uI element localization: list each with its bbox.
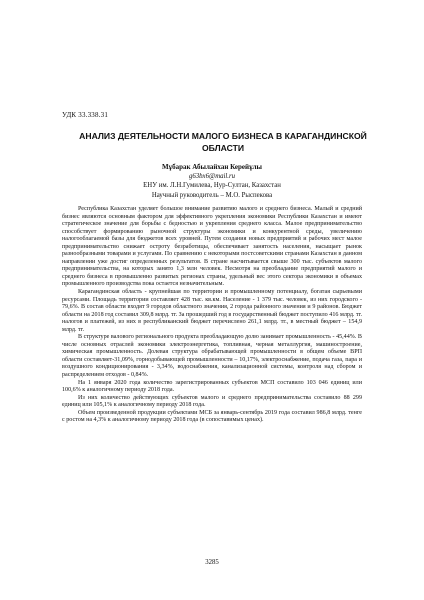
- scientific-supervisor: Научный руководитель – М.О. Рыспекова: [151, 191, 273, 199]
- author-email[interactable]: g63bx6@mail.ru: [188, 173, 236, 181]
- paragraph: Из них количество действующих субъектов малого и среднего предпринимательства составило 88 299 единиц или 105,1% к аналогичному периоду 2018 года.: [62, 394, 362, 409]
- paper-title: АНАЛИЗ ДЕЯТЕЛЬНОСТИ МАЛОГО БИЗНЕСА В КАРАГАНДИНСКОЙ ОБЛАСТИ: [79, 131, 367, 153]
- author-block: [62, 163, 362, 200]
- author-name: Мұбарак Абылайхан Керейұлы: [162, 163, 262, 171]
- udk-code: УДК 33.338.31: [62, 111, 109, 119]
- paragraph: В структуре валового регионального продукта преобладающую долю занимает промышленность - 45,44%. В числе основных отраслей экономики электроэнергетика, топливная, черная металлургия, машиностроение, химическая промышленность. Долевая структура обрабатывающей промышленности в общем объеме ВРП области составляет-31,09%, горнодобывающей промышленности – 10,17%, электроснабжение, подача газа, пара и воздушного кондиционирования - 3,34%, водоснабжения, канализационной системы, контроля над сбором и распределением отходов - 0,84%.: [62, 334, 362, 379]
- paragraph: Республика Казахстан уделяет большое внимание развитию малого и среднего бизнеса. Малый и средний бизнес являются основным фактором для эффективного укрепления экономики Республики Казахстан и имеют стратегическое значение для борьбы с бедностью и укрепления среднего класса. Малое предпринимательство способствует формированию рыночной структуры экономики и конкурентной среды, увеличению налогооблагаемой базы для бюджетов всех уровней. Путем создания новых предприятий и рабочих мест малое предпринимательство снижает остроту безработицы, обеспечивает занятость населения, насыщает рынок разнообразными товарами и услугами. По сравнению с некоторыми постсоветскими странами Казахстан в данном направлении уже достиг определенных результатов. В стране насчитывается свыше 300 тыс. субъектов малого предпринимательства, на которых занято 1,3 млн человек. Несмотря на преобладание предприятий малого и среднего бизнеса в промышленно развитых регионах страны, удельный вес этого сектора экономики в объемах промышленного производства пока остается незначительным.: [62, 206, 362, 288]
- body-text: [62, 206, 362, 425]
- paragraph: Карагандинская область - крупнейшая по территории и промышленному потенциалу, богатая сырьевыми ресурсами. Площадь территории составляет 428 тыс. кв.км. Население - 1 379 тыс. человек, из них городского - 79,6%. В состав области входят 9 городов областного значения, 2 города районного значения и 9 районов. Бюджет области на 2018 год составил 309,8 млрд. тг. За прошедший год в государственный бюджет поступило 416 млрд. тг. налогов и платежей, из них в республиканский бюджет перечислено 261,1 млрд. тг., в местный бюджет – 154,9 млрд. тг.: [62, 289, 362, 333]
- author-affiliation: ЕНУ им. Л.Н.Гумилева, Нур-Султан, Казахстан: [143, 182, 281, 190]
- paragraph: На 1 января 2020 года количество зарегистрированных субъектов МСП составило 103 046 единиц или 100,6% к аналогичному периоду 2018 года.: [62, 379, 362, 394]
- paragraph: Объем произведенной продукции субъектами МСБ за январь-сентябрь 2019 года составил 986,8 млрд. тенге с ростом на 4,3% к аналогичному периоду 2018 года (в сопоставимых ценах).: [62, 409, 362, 424]
- page-number: 3285: [205, 559, 219, 566]
